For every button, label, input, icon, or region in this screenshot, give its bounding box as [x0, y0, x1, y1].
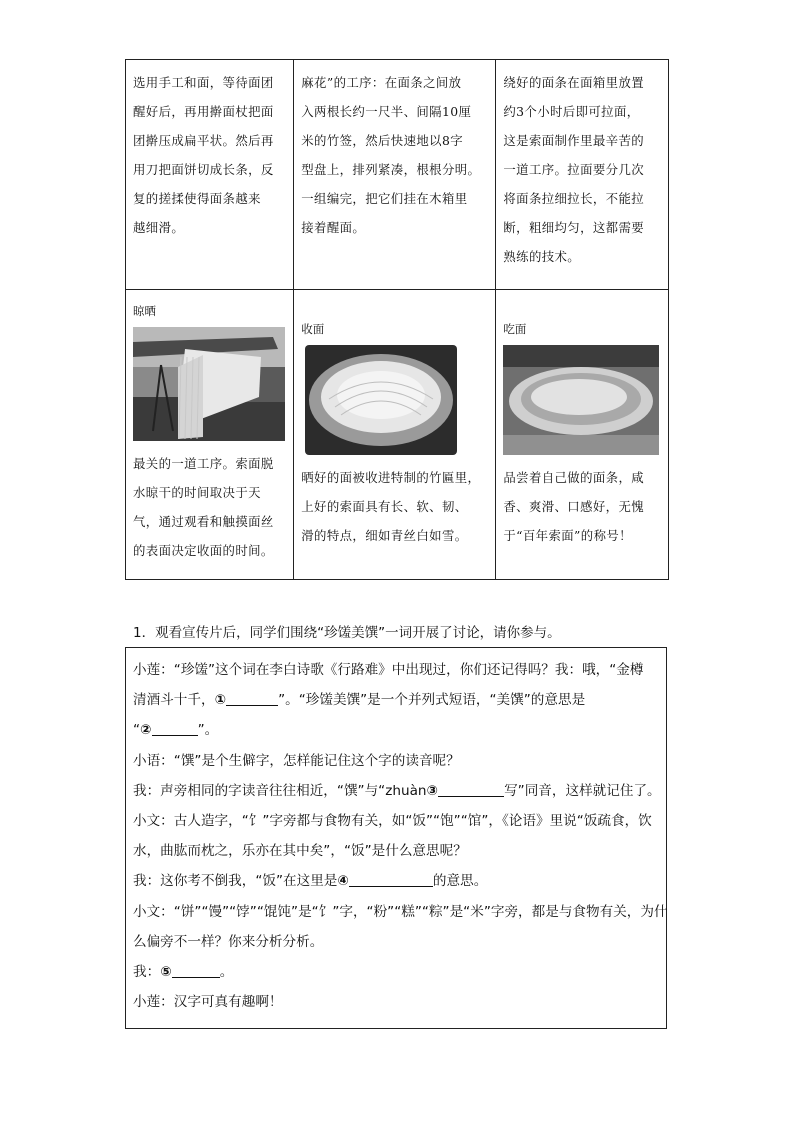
- text-line: 断，粗细均匀，这都需要: [503, 220, 645, 235]
- text-line: 品尝着自己做的面条，咸: [503, 470, 645, 485]
- answer-blank-3[interactable]: [438, 782, 504, 797]
- answer-blank-1[interactable]: [226, 691, 278, 706]
- text-line: 气，通过观看和触摸面丝: [133, 514, 274, 529]
- blank-number: ③: [426, 782, 439, 799]
- dialogue-line: [133, 715, 658, 745]
- blank-number: ①: [214, 692, 227, 709]
- cell-caption: 吃面: [503, 322, 527, 336]
- dialogue-text: “: [133, 722, 141, 739]
- dialogue-line: 小文：古人造字，“饣”字旁都与食物有关，如“饭”“饱”“馆”，《论语》里说“饭疏食，饮: [133, 813, 652, 830]
- cell-eat: [496, 290, 669, 580]
- blank-number: ②: [140, 722, 152, 739]
- cell-drying: [126, 290, 294, 580]
- noodle-basket-photo: [305, 345, 488, 455]
- dialogue-line: [133, 866, 658, 896]
- text-line: 上好的索面具有长、软、韧、: [301, 499, 468, 514]
- dialogue-text: 我：这你考不倒我，“饭”在这里是: [133, 873, 338, 890]
- text-line: 最关的一道工序。索面脱: [133, 456, 274, 471]
- text-line: 这是索面制作里最辛苦的: [503, 133, 645, 148]
- answer-blank-2[interactable]: [152, 721, 198, 736]
- dialogue-text: ”。: [197, 722, 219, 739]
- cell-pull: [496, 60, 669, 290]
- text-line: 用刀把面饼切成长条，反: [133, 162, 274, 177]
- dialogue-line: [133, 957, 658, 987]
- dialogue-line: [133, 776, 661, 806]
- text-line: 醒好后，再用擀面杖把面: [133, 104, 274, 119]
- text-line: 选用手工和面，等待面团: [133, 75, 274, 90]
- dialogue-text: ”。“珍馐美馔”是一个并列式短语，“美馔”的意思是: [278, 692, 586, 709]
- dialogue-box: [125, 647, 667, 1029]
- text-line: 晒好的面被收进特制的竹匾里，: [301, 470, 481, 485]
- noodle-drying-photo: [133, 327, 286, 441]
- cell-twist: [294, 60, 496, 290]
- dialogue-text: 清酒斗十千，: [133, 692, 215, 709]
- blank-number: ④: [337, 873, 349, 890]
- text-line: 型盘上，排列紧凑，根根分明。: [301, 162, 481, 177]
- process-table: [125, 59, 669, 580]
- text-line: 熟练的技术。: [503, 249, 581, 264]
- text-line: 约3个小时后即可拉面，: [503, 104, 640, 119]
- text-line: 一组编完，把它们挂在木箱里: [301, 191, 468, 206]
- dialogue-line: [133, 685, 658, 715]
- table-row: [126, 60, 669, 290]
- dialogue-line: 小语：“馔”是个生僻字，怎样能记住这个字的读音呢？: [133, 752, 460, 769]
- text-line: 的表面决定收面的时间。: [133, 543, 274, 558]
- dialogue-text: 我：: [133, 964, 161, 981]
- answer-blank-5[interactable]: [172, 963, 220, 978]
- text-line: 入两根长约一尺半、间隔10厘: [301, 104, 472, 119]
- dialogue-line: 小文：“饼”“馒”“饽”“馄饨”是“饣”字，“粉”“糕”“粽”是“米”字旁，都是与食物有关，为什: [133, 903, 668, 920]
- text-line: 米的竹签，然后快速地以8字: [301, 133, 464, 148]
- text-line: 绕好的面条在面箱里放置: [503, 75, 645, 90]
- answer-blank-4[interactable]: [349, 872, 433, 887]
- dialogue-line: 小莲：汉字可真有趣啊！: [133, 994, 283, 1011]
- text-line: 团擀压成扁平状。然后再: [133, 133, 274, 148]
- question-title: 1．观看宣传片后，同学们围绕“珍馐美馔”一词开展了讨论，请你参与。: [133, 625, 561, 641]
- dialogue-line: 么偏旁不一样？你来分析分析。: [133, 933, 324, 950]
- text-line: 接着醒面。: [301, 220, 366, 235]
- noodle-dish-photo: [503, 345, 661, 455]
- dialogue-text: 我：声旁相同的字读音往往相近，“馔”与“zhuàn: [133, 782, 427, 799]
- text-line: 麻花”的工序：在面条之间放: [301, 75, 462, 90]
- table-row: [126, 290, 669, 580]
- dialogue-line: 小莲：“珍馐”这个词在李白诗歌《行路难》中出现过，你们还记得吗？我：哦，“金樽: [133, 662, 644, 678]
- blank-number: ⑤: [160, 964, 172, 981]
- text-line: 将面条拉细拉长，不能拉: [503, 191, 645, 206]
- dialogue-text: 的意思。: [432, 873, 488, 890]
- text-line: 水晾干的时间取决于天: [133, 485, 261, 500]
- text-line: 滑的特点，细如青丝白如雪。: [301, 528, 468, 543]
- text-line: 复的搓揉使得面条越来: [133, 191, 261, 206]
- text-line: 于“百年索面”的称号！: [503, 528, 632, 543]
- cell-caption: 收面: [301, 322, 325, 336]
- dialogue-line: 水，曲肱而枕之，乐亦在其中矣”，“饭”是什么意思呢？: [133, 843, 467, 860]
- cell-caption: 晾晒: [133, 304, 156, 318]
- text-line: 越细滑。: [133, 220, 185, 235]
- text-line: 香、爽滑、口感好，无愧: [503, 499, 645, 514]
- cell-knead: [126, 60, 294, 290]
- text-line: 一道工序。拉面要分几次: [503, 162, 645, 177]
- dialogue-text: 写”同音，这样就记住了。: [504, 782, 661, 799]
- dialogue-text: 。: [219, 964, 234, 981]
- cell-collect: [294, 290, 496, 580]
